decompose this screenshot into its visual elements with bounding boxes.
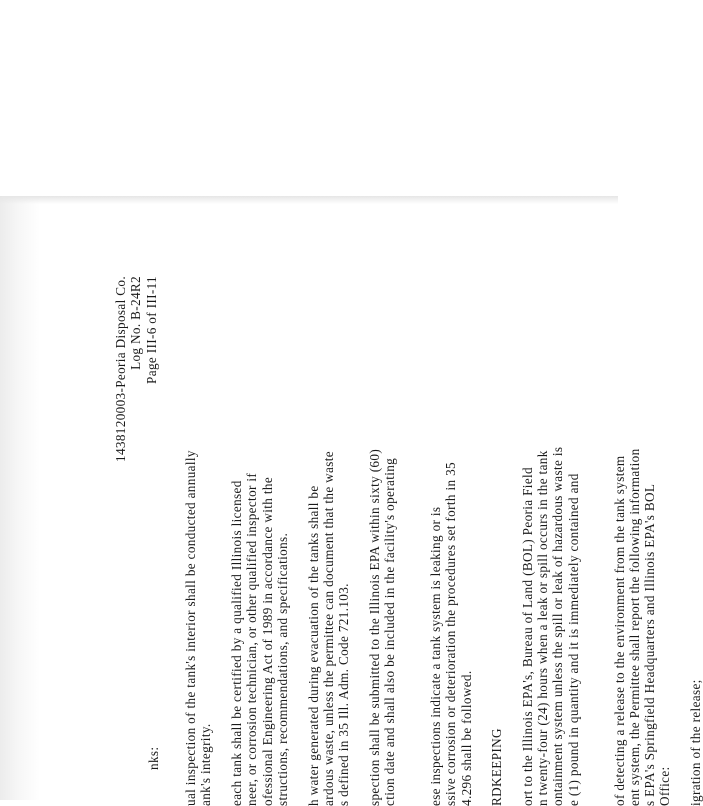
section-heading-recordkeeping: RDKEEPING xyxy=(489,728,505,806)
body-line: of detecting a release to the environment from the tank system xyxy=(611,455,627,806)
body-line: each tank shall be certified by a qualified Illinois licensed xyxy=(229,480,245,806)
header-page-number: Page III-6 of III-11 xyxy=(143,276,159,384)
header-facility-id: 1438120003-Peoria Disposal Co. xyxy=(113,276,128,462)
body-line xyxy=(596,86,611,806)
body-line xyxy=(673,86,688,806)
body-line: structions, recommendations, and specifications. xyxy=(274,532,290,806)
body-line: ontainment system unless the spill or leak of hazardous waste is xyxy=(550,446,566,806)
body-line: ual inspection of the tank's interior shall be conducted annually xyxy=(183,450,199,806)
body-line-fragment: nks: xyxy=(146,746,161,770)
body-line: ction date and shall also be included in the facility's operating xyxy=(382,457,398,806)
body-line: h water generated during evacuation of the tanks shall be xyxy=(305,485,321,806)
page-header xyxy=(113,86,159,806)
body-line xyxy=(581,86,596,806)
body-line xyxy=(290,86,305,806)
body-line: igration of the release; xyxy=(687,679,703,806)
body-line xyxy=(474,86,489,806)
body-line: s defined in 35 Ill. Adm. Code 721.103. xyxy=(336,583,352,806)
body-line: ort to the Illinois EPA's, Bureau of Land (BOL) Peoria Field xyxy=(519,467,535,806)
body-line xyxy=(214,86,229,806)
body-line xyxy=(351,86,366,806)
body-line: s EPA's Springfield Headquarters and Illinois EPA's BOL xyxy=(642,483,658,806)
body-line: ssive corrosion or deterioration the procedures set forth in 35 xyxy=(443,462,459,806)
body-line: neer, or corrosion technician, or other qualified inspector if xyxy=(244,472,260,806)
body-line xyxy=(397,86,412,806)
body-line xyxy=(413,86,428,806)
body-line: ese inspections indicate a tank system is leaking or is xyxy=(427,506,443,806)
rotated-page-content xyxy=(113,86,703,806)
header-log-number: Log No. B-24R2 xyxy=(128,276,144,370)
body-line: Office: xyxy=(657,766,673,806)
body-line: 4.296 shall be followed. xyxy=(458,670,474,806)
left-edge-fragment xyxy=(146,730,161,770)
body-line: e (1) pound in quantity and it is immediately contained and xyxy=(565,473,581,806)
body-line: ofessional Engineering Act of 1989 in accordance with the xyxy=(259,476,275,806)
body-line: n twenty-four (24) hours when a leak or spill occurs in the tank xyxy=(535,450,551,806)
body-line: ardous waste, unless the permittee can document that the waste xyxy=(320,451,336,806)
body-line: ent system, the Permittee shall report the following information xyxy=(626,448,642,806)
body-line xyxy=(504,86,519,806)
page-body xyxy=(183,86,703,806)
body-line: ank's integrity. xyxy=(198,723,214,806)
body-line: spection shall be submitted to the Illinois EPA within sixty (60) xyxy=(366,448,382,806)
